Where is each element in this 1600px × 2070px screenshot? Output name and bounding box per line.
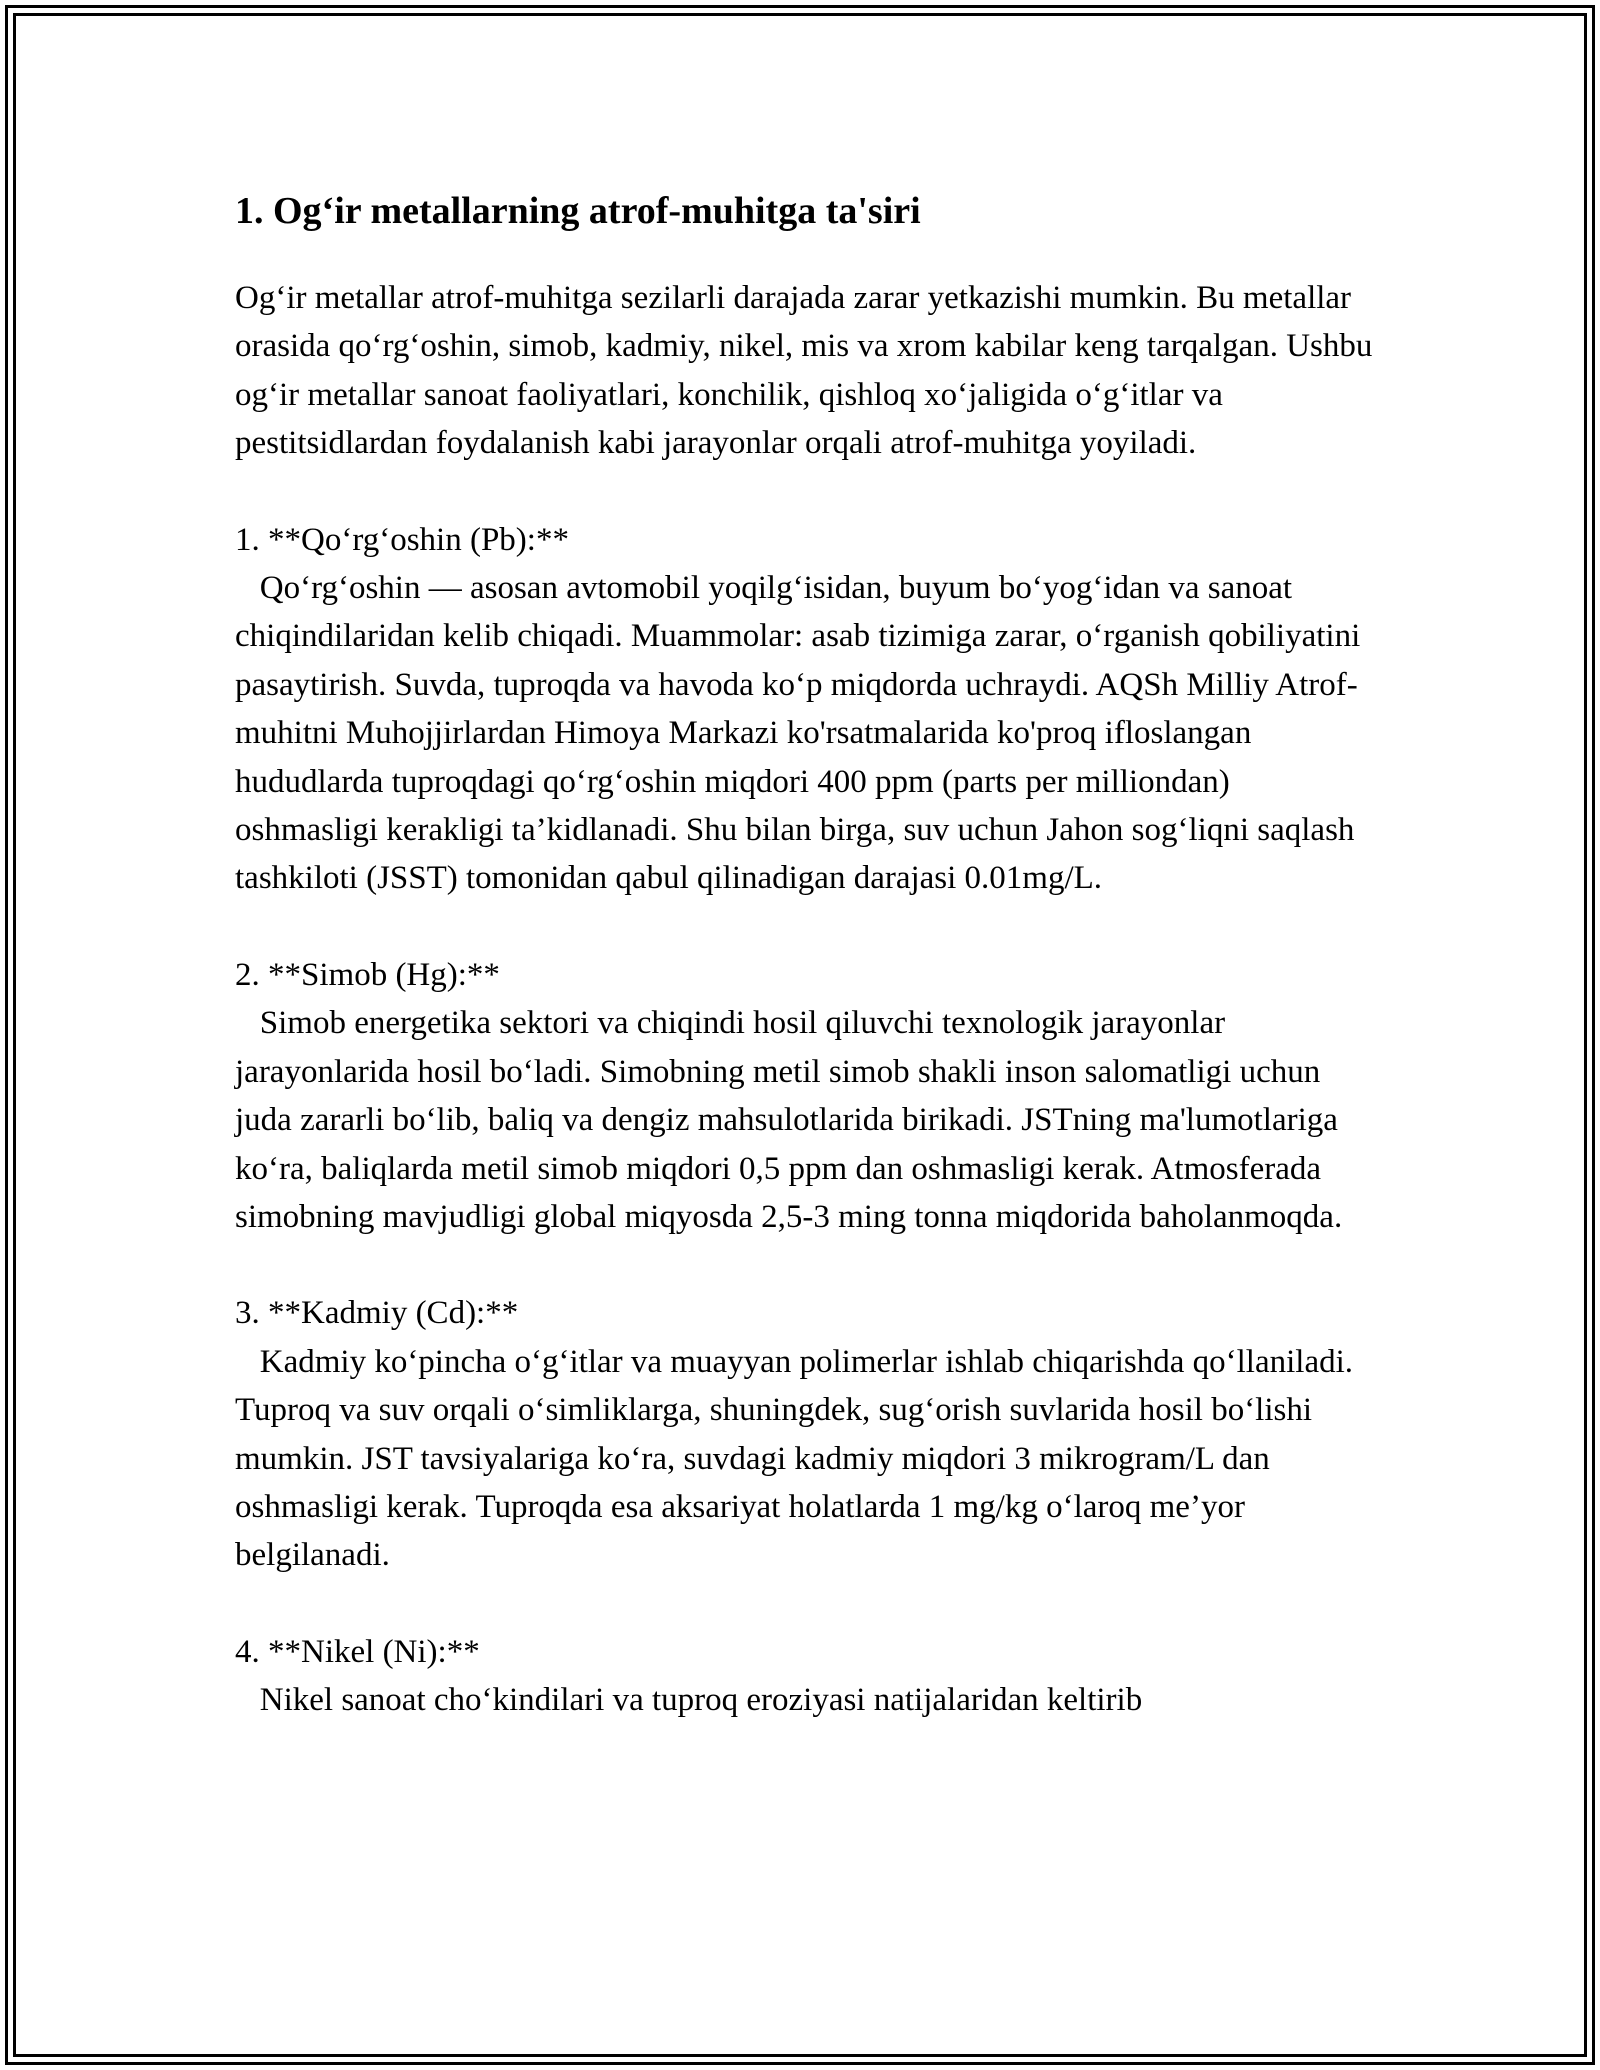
section-cadmium [235, 1289, 1375, 1579]
section-body: Qo‘rg‘oshin — asosan avtomobil yoqilg‘isidan, buyum bo‘yog‘idan va sanoat chiqindilaridan kelib chiqadi. Muammolar: asab tizimiga zarar, o‘rganish qobiliyatini pasaytirish. Suvda, tuproqda va havoda ko‘p miqdorda uchraydi. AQSh Milliy Atrof-muhitni Muhojjirlardan Himoya Markazi ko'rsatmalarida ko'proq ifloslangan hududlarda tuproqdagi qo‘rg‘oshin miqdori 400 ppm (parts per milliondan) oshmasligi kerakligi ta’kidlanadi. Shu bilan birga, suv uchun Jahon sog‘liqni saqlash tashkiloti (JSST) tomonidan qabul qilinadigan darajasi 0.01mg/L. [235, 570, 1369, 897]
paragraph-gap [235, 1580, 1375, 1628]
document-title: 1. Og‘ir metallarning atrof-muhitga ta'siri [235, 190, 921, 232]
section-heading: 3. **Kadmiy (Cd):** [235, 1295, 519, 1332]
section-heading: 2. **Simob (Hg):** [235, 956, 500, 993]
section-heading: 4. **Nikel (Ni):** [235, 1633, 480, 1670]
section-heading: 1. **Qo‘rg‘oshin (Pb):** [235, 521, 569, 558]
section-body: Nikel sanoat cho‘kindilari va tuproq eroziyasi natijalaridan keltirib [235, 1682, 1143, 1719]
intro-paragraph: Og‘ir metallar atrof-muhitga sezilarli darajada zarar yetkazishi mumkin. Bu metallar orasida qo‘rg‘oshin, simob, kadmiy, nikel, mis va xrom kabilar keng tarqalgan. Ushbu og‘ir metallar sanoat faoliyatlari, konchilik, qishloq xo‘jaligida o‘g‘itlar va pestitsidlardan foydalanish kabi jarayonlar orqali atrof-muhitga yoyiladi. [235, 280, 1381, 462]
section-body: Simob energetika sektori va chiqindi hosil qiluvchi texnologik jarayonlar jarayonlarida hosil bo‘ladi. Simobning metil simob shakli inson salomatligi uchun juda zararli bo‘lib, baliq va dengiz mahsulotlarida birikadi. JSTning ma'lumotlariga ko‘ra, baliqlarda metil simob miqdori 0,5 ppm dan oshmasligi kerak. Atmosferada simobning mavjudligi global miqyosda 2,5-3 ming tonna miqdorida baholanmoqda. [235, 1005, 1347, 1235]
paragraph-gap [235, 468, 1375, 516]
section-body: Kadmiy ko‘pincha o‘g‘itlar va muayyan polimerlar ishlab chiqarishda qo‘llaniladi. Tuproq va suv orqali o‘simliklarga, shuningdek, sug‘orish suvlarida hosil bo‘lishi mumkin. JST tavsiyalariga ko‘ra, suvdagi kadmiy miqdori 3 mikrogram/L dan oshmasligi kerak. Tuproqda esa aksariyat holatlarda 1 mg/kg o‘laroq me’yor belgilanadi. [235, 1343, 1361, 1574]
section-mercury [235, 951, 1375, 1241]
document-page [235, 186, 1381, 1725]
section-nickel [235, 1628, 1375, 1725]
paragraph-gap [235, 1241, 1375, 1289]
paragraph-gap [235, 903, 1375, 951]
section-lead [235, 516, 1375, 903]
